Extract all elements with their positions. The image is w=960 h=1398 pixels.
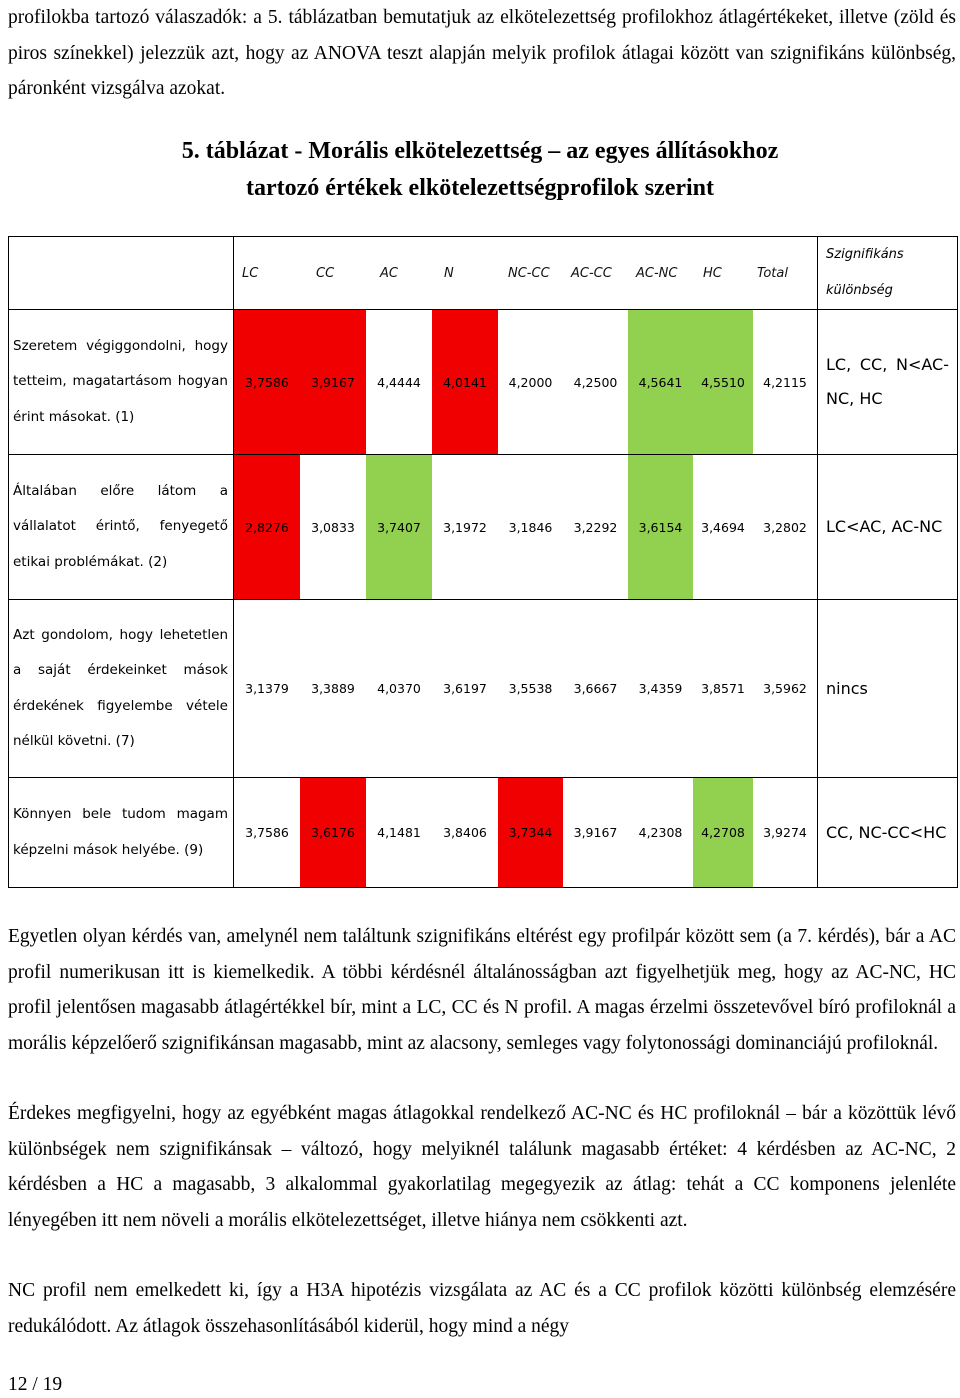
paragraph-1: Egyetlen olyan kérdés van, amelynél nem találtunk szignifikáns eltérést egy profilpár között sem (a 7. kérdés), bár a AC profil numerikusan itt is kiemelkedik. A többi kérdésnél általánosságban azt figyelhetjük meg, hogy az AC-NC, HC profil jelentősen magasabb átlagértékkel bír, mint a LC, CC és N profil. A magas érzelmi összetevővel bíró profiloknál a morális képzelőerő szignifikánsan magasabb, mint az alacsony, semleges vagy folytonossági dominanciájú profiloknál. [8, 926, 956, 1054]
value-cell: 3,1846 [508, 519, 553, 535]
value-cell: 3,7407 [366, 455, 432, 599]
value-cell: 3,1972 [443, 519, 487, 535]
value-cell: 3,8406 [443, 825, 487, 840]
header-columns-cell [234, 237, 818, 310]
value-cell: 3,6176 [300, 778, 366, 887]
values-cell [234, 778, 818, 888]
table-caption-line-2: tartozó értékek elkötelezettségprofilok szerint [245, 175, 715, 201]
table-header-row [9, 237, 958, 310]
column-header: NC-CC [508, 265, 550, 281]
question-cell: Könnyen bele tudom magam képzelni mások helyébe. (9) [9, 778, 234, 888]
table-row [9, 310, 958, 455]
value-cell: 3,9274 [763, 825, 807, 840]
values-cell [234, 455, 818, 600]
value-cell: 3,6197 [443, 681, 487, 696]
significance-cell: LC, CC, N<AC-NC, HC [818, 310, 958, 455]
header-empty-cell [9, 237, 234, 310]
page-number: 12 / 19 [8, 1374, 63, 1395]
value-cell: 4,2500 [573, 374, 618, 390]
values-cell [234, 310, 818, 455]
value-cell: 4,0141 [432, 310, 498, 454]
value-cell: 3,6154 [628, 455, 693, 599]
value-cell: 3,7344 [498, 778, 563, 887]
value-cell: 4,4444 [377, 374, 421, 390]
column-header: N [444, 265, 454, 281]
paragraph-3: NC profil nem emelkedett ki, így a H3A hipotézis vizsgálata az AC és a CC profilok közötti különbség elemzésére redukálódott. Az átlagok összehasonlításából kiderül, hogy mind a négy [8, 1280, 956, 1337]
intro-paragraph: profilokba tartozó válaszadók: a 5. táblázatban bemutatjuk az elkötelezettség profilokhoz átlagértékeket, illetve (zöld és piros színekkel) jelezzük azt, hogy az ANOVA teszt alapján melyik profilok átlagai között van szignifikáns különbség, páronként vizsgálva azokat. [8, 7, 956, 99]
question-cell: Általában előre látom a vállalatot érintő, fenyegető etikai problémákat. (2) [9, 455, 234, 600]
column-header: AC-NC [636, 265, 678, 281]
value-cell: 4,5510 [693, 310, 753, 454]
value-cell: 3,6667 [573, 681, 618, 696]
morality-table [8, 236, 958, 888]
value-cell: 3,7586 [245, 825, 289, 840]
table-row [9, 455, 958, 600]
value-cell: 4,0370 [377, 681, 421, 696]
value-cell: 4,2708 [693, 778, 753, 887]
table-row [9, 778, 958, 888]
column-header: AC-CC [571, 265, 612, 281]
value-cell: 4,5641 [628, 310, 693, 454]
values-cell [234, 600, 818, 778]
value-cell: 3,2802 [763, 519, 807, 535]
value-cell: 3,7586 [234, 310, 300, 454]
column-header: Total [757, 265, 788, 281]
value-cell: 4,1481 [377, 825, 421, 840]
value-cell: 3,9167 [300, 310, 366, 454]
sig-header: Szignifikáns különbség [818, 237, 958, 310]
value-cell: 3,5962 [763, 681, 807, 696]
value-cell: 4,2000 [508, 374, 553, 390]
value-cell: 3,4694 [701, 519, 745, 535]
value-cell: 4,2308 [638, 825, 683, 840]
paragraph-2: Érdekes megfigyelni, hogy az egyébként magas átlagokkal rendelkező AC-NC és HC profiloknál – bár a közöttük lévő különbségek nem szignifikánsak – változó, hogy melyiknél találunk magasabb értéket: 4 kérdésben az AC-NC, 2 kérdésben a HC a magasabb, 3 alkalommal gyakorlatilag megegyezik az átlag: tehát a CC komponens jelenléte lényegében itt nem növeli a morális elkötelezettséget, illetve hiánya nem csökkenti azt. [8, 1103, 956, 1231]
value-cell: 4,2115 [763, 374, 807, 390]
value-cell: 3,5538 [508, 681, 553, 696]
value-cell: 3,9167 [573, 825, 618, 840]
significance-cell: LC<AC, AC-NC [818, 455, 958, 600]
table-row [9, 600, 958, 778]
column-header: LC [242, 265, 259, 281]
significance-cell: nincs [818, 600, 958, 778]
value-cell: 3,1379 [245, 681, 289, 696]
column-header: AC [380, 265, 398, 281]
value-cell: 3,8571 [701, 681, 745, 696]
value-cell: 2,8276 [234, 455, 300, 599]
value-cell: 3,4359 [638, 681, 683, 696]
value-cell: 3,0833 [311, 519, 355, 535]
table-caption-line-1: 5. táblázat - Morális elkötelezettség – az egyes állításokhoz [181, 138, 779, 164]
question-cell: Szeretem végiggondolni, hogy tetteim, magatartásom hogyan érint másokat. (1) [9, 310, 234, 455]
column-header: CC [316, 265, 335, 281]
question-cell: Azt gondolom, hogy lehetetlen a saját érdekeinket mások érdekének figyelembe vétele nélkül követni. (7) [9, 600, 234, 778]
column-headers [234, 237, 817, 309]
value-cell: 3,2292 [573, 519, 618, 535]
value-cell: 3,3889 [311, 681, 355, 696]
column-header: HC [703, 265, 722, 281]
significance-cell: CC, NC-CC<HC [818, 778, 958, 888]
